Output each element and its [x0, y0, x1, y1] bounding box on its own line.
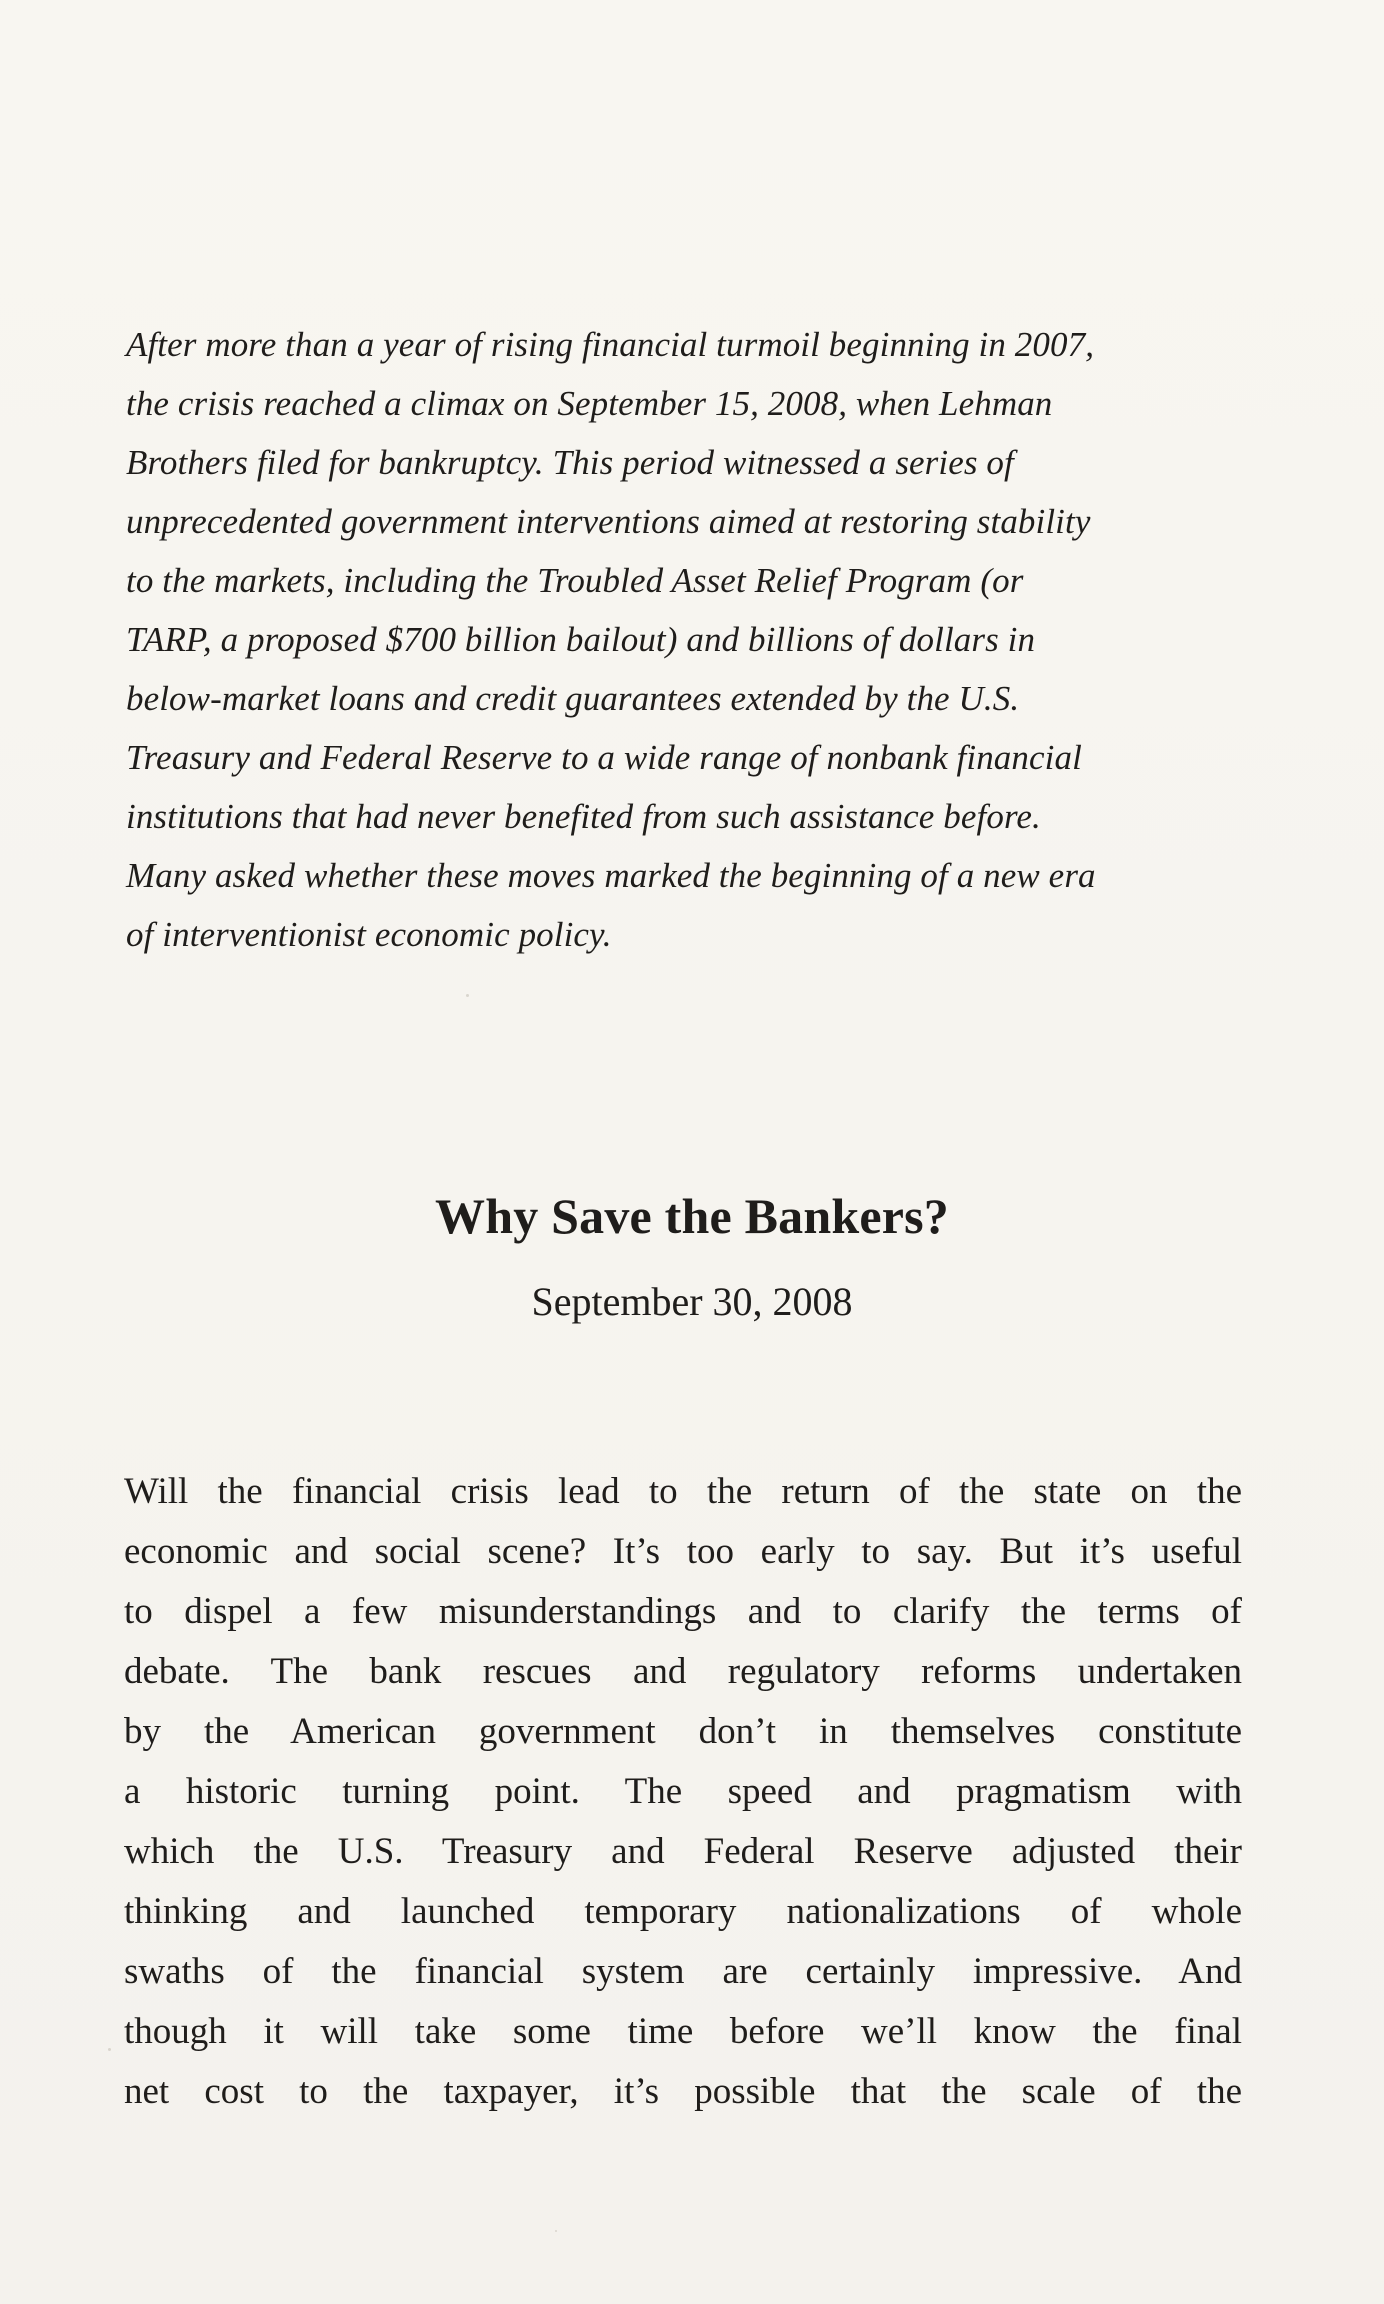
- body-line: a historic turning point. The speed and pragmatism with: [124, 1771, 1242, 1812]
- body-line: thinking and launched temporary nationalizations of whole: [124, 1891, 1242, 1932]
- paper-speck: [108, 2048, 111, 2051]
- body-line: swaths of the financial system are certainly impressive. And: [124, 1951, 1242, 1992]
- intro-line: of interventionist economic policy.: [126, 915, 612, 954]
- body-line: by the American government don’t in themselves constitute: [124, 1711, 1242, 1752]
- paper-speck: [555, 2230, 557, 2232]
- intro-line: Many asked whether these moves marked the beginning of a new era: [126, 856, 1096, 895]
- intro-line: unprecedented government interventions aimed at restoring stability: [126, 502, 1091, 541]
- chapter-date: September 30, 2008: [531, 1279, 853, 1324]
- intro-line: to the markets, including the Troubled Asset Relief Program (or: [126, 561, 1024, 600]
- body-line: to dispel a few misunderstandings and to clarify the terms of: [124, 1591, 1242, 1632]
- body-line: which the U.S. Treasury and Federal Reserve adjusted their: [124, 1831, 1242, 1872]
- intro-line: TARP, a proposed $700 billion bailout) and billions of dollars in: [126, 620, 1036, 659]
- chapter-title: Why Save the Bankers?: [435, 1187, 949, 1244]
- intro-line: Brothers filed for bankruptcy. This period witnessed a series of: [126, 443, 1014, 482]
- intro-line: After more than a year of rising financial turmoil beginning in 2007,: [126, 325, 1095, 364]
- body-line: debate. The bank rescues and regulatory reforms undertaken: [124, 1651, 1242, 1692]
- body-line: net cost to the taxpayer, it’s possible that the scale of the: [124, 2071, 1242, 2112]
- paper-speck: [466, 994, 469, 997]
- intro-line: the crisis reached a climax on September 15, 2008, when Lehman: [126, 384, 1053, 423]
- chapter-body: [124, 1462, 1242, 2122]
- intro-line: below-market loans and credit guarantees extended by the U.S.: [126, 679, 1020, 718]
- body-line: though it will take some time before we’ll know the final: [124, 2011, 1242, 2052]
- body-line: economic and social scene? It’s too early to say. But it’s useful: [124, 1531, 1242, 1572]
- intro-line: institutions that had never benefited from such assistance before.: [126, 797, 1041, 836]
- body-line: Will the financial crisis lead to the return of the state on the: [124, 1471, 1242, 1512]
- intro-line: Treasury and Federal Reserve to a wide range of nonbank financial: [126, 738, 1082, 777]
- chapter-introduction: [126, 315, 1246, 964]
